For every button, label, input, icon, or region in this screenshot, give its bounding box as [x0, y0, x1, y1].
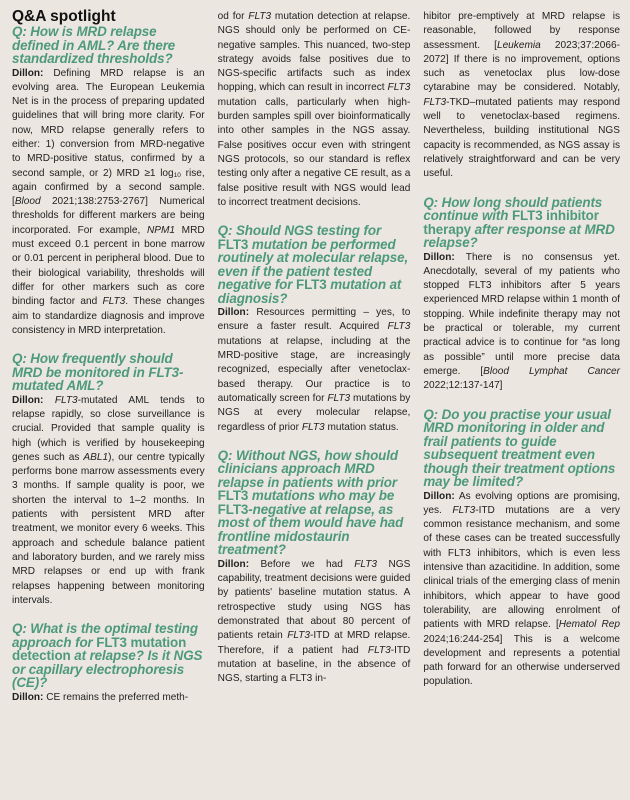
question-7: Q: Do you practise your usual MRD monitoring in older and frail patients to guide subsequent treatment even though their treatment options may be limited? [423, 406, 616, 490]
column-3 [423, 9, 620, 705]
answer-1: Dillon: Defining MRD relapse is an evolving area. The European Leukemia Net is in the process of preparing updated guidelines that will bring more clarity. For now, MRD relapse generally refers to either: 1) conversion from MRD-negative to MRD-positive status, confirmed by a second sample, or 2) MRD ≥1 $\log_{10}$ rise, again confirmed by a second sample. [Blood 2021;138:2753-2767] Numerical thresholds for different markers are being incorporated. For example, NPM1 MRD must exceed 0.1 percent in bone marrow or 0.01 percent in peripheral blood. Due to their biological variability, thresholds will differ for other markers such as core binding factor and FLT3. These changes aim to standardize diagnosis and improve consistency in MRD interpretation. [12, 67, 205, 336]
answer-5-continued: hibitor pre-emptively at MRD relapse is reasonable, followed by response assessment. [Leukemia 2023;37:2066-2072] If there is no improvement, options such as venetoclax plus low-dose cytarabine may be considered. Notably, FLT3-TKD–mutated patients may respond well to venetoclax-based regimens. Nevertheless, building institutional NGS capacity is recommended, as NGS assay is relatively straightforward and can be very useful. [423, 11, 620, 180]
speaker-label: Dillon: [12, 691, 44, 703]
speaker-label: Dillon: [12, 394, 44, 406]
speaker-label: Dillon: [423, 251, 455, 263]
question-5: Q: Without NGS, how should clinicians approach MRD relapse in patients with prior FLT3 mutations who may be FLT3-negative at relapse, as most of them would have had frontline midostaurin treatment? [217, 447, 404, 558]
question-6: Q: How long should patients continue with FLT3 inhibitor therapy after response at MRD relapse? [423, 194, 615, 251]
column-2 [218, 9, 411, 705]
speaker-label: Dillon: [423, 490, 455, 502]
answer-3-start: Dillon: CE remains the preferred meth- [12, 691, 189, 703]
column-1 [12, 25, 205, 705]
answer-5: Dillon: Before we had FLT3 NGS capability, treatment decisions were guided by patients' baseline mutation status. A retrospective study using NGS has demonstrated that about 80 percent of patients retain FLT3-ITD at MRD relapse. Therefore, if a patient had FLT3-ITD mutation at baseline, in the absence of NGS, starting a FLT3 in- [217, 558, 411, 685]
answer-2: Dillon: FLT3-mutated AML tends to relapse rapidly, so close surveillance is crucial. Provided that sample quality is high (which is verified by housekeeping genes such as ABL1), our centre typically performs bone marrow assessments every 3 months. If sample quality is poor, we shorten the interval to 1–2 months. In patients with persistent MRD after treatment, we monitor every 6 weeks. This approach and schedule balance patient and laboratory burden, and we rarely miss MRD relapses or end up with frank relapses happening between monitoring intervals. [12, 394, 205, 606]
answer-3-continued: od for FLT3 mutation detection at relapse. NGS should only be performed on CE-negative samples. This nuanced, two-step strategy avoids false positives due to NGS-specific artifacts such as index hopping, which can result in incorrect FLT3 mutation calls, particularly when high-burden samples spill over bioinformatically into other samples in the NGS assay. False positives occur even with stringent NGS protocols, so our standard is reflex testing only after a negative CE result, as a false positive result with NGS would lead to incorrect treatment decisions. [217, 11, 411, 208]
page-title: Q&A spotlight [12, 8, 116, 25]
speaker-label: Dillon: [12, 67, 44, 79]
answer-6: Dillon: There is no consensus yet. Anecdotally, several of my patients who stopped FLT3 inhibitors after 5 years experienced MRD relapse within 1 month of stopping. While indefinite therapy may not be practical or tolerable, my current practical advice is to continue for “as long as possible” until more precise data emerge. [Blood Lymphat Cancer 2022;12:137-147] [423, 251, 620, 392]
question-4: Q: Should NGS testing for FLT3 mutation be performed routinely at molecular relapse, even if the patient tested negative for FLT3 mutation at diagnosis? [217, 223, 409, 306]
speaker-label: Dillon: [217, 307, 250, 319]
question-3: Q: What is the optimal testing approach for FLT3 mutation detection at relapse? Is it NGS or capillary electrophoresis (CE)? [12, 621, 203, 691]
question-1: Q: How is MRD relapse defined in AML? Are there standardized thresholds? [12, 24, 176, 66]
answer-7: Dillon: As evolving options are promising, yes. FLT3-ITD mutations are a very common resistance mechanism, and some of these cases can be treated successfully with FLT3 inhibitors, which is even less intensive than azacitidine. In addition, some clinical trials of the emerging class of menin inhibitors, which appear to have good tolerability, are allowing enrolment of patients with MRD relapse. [Hematol Rep 2024;16:244-254] This is a welcome development and represents a potential path forward for an otherwise underserved population. [423, 490, 620, 688]
answer-4: Dillon: Resources permitting – yes, to ensure a faster result. Acquired FLT3 mutations at relapse, including at the MRD-positive stage, are increasingly recognized, especially after venetoclax-based therapy. Our practice is to automatically screen for FLT3 mutations by NGS at every molecular relapse, regardless of prior FLT3 mutation status. [217, 307, 411, 433]
speaker-label: Dillon: [217, 558, 250, 570]
question-2: Q: How frequently should MRD be monitored in FLT3-mutated AML? [12, 351, 184, 394]
